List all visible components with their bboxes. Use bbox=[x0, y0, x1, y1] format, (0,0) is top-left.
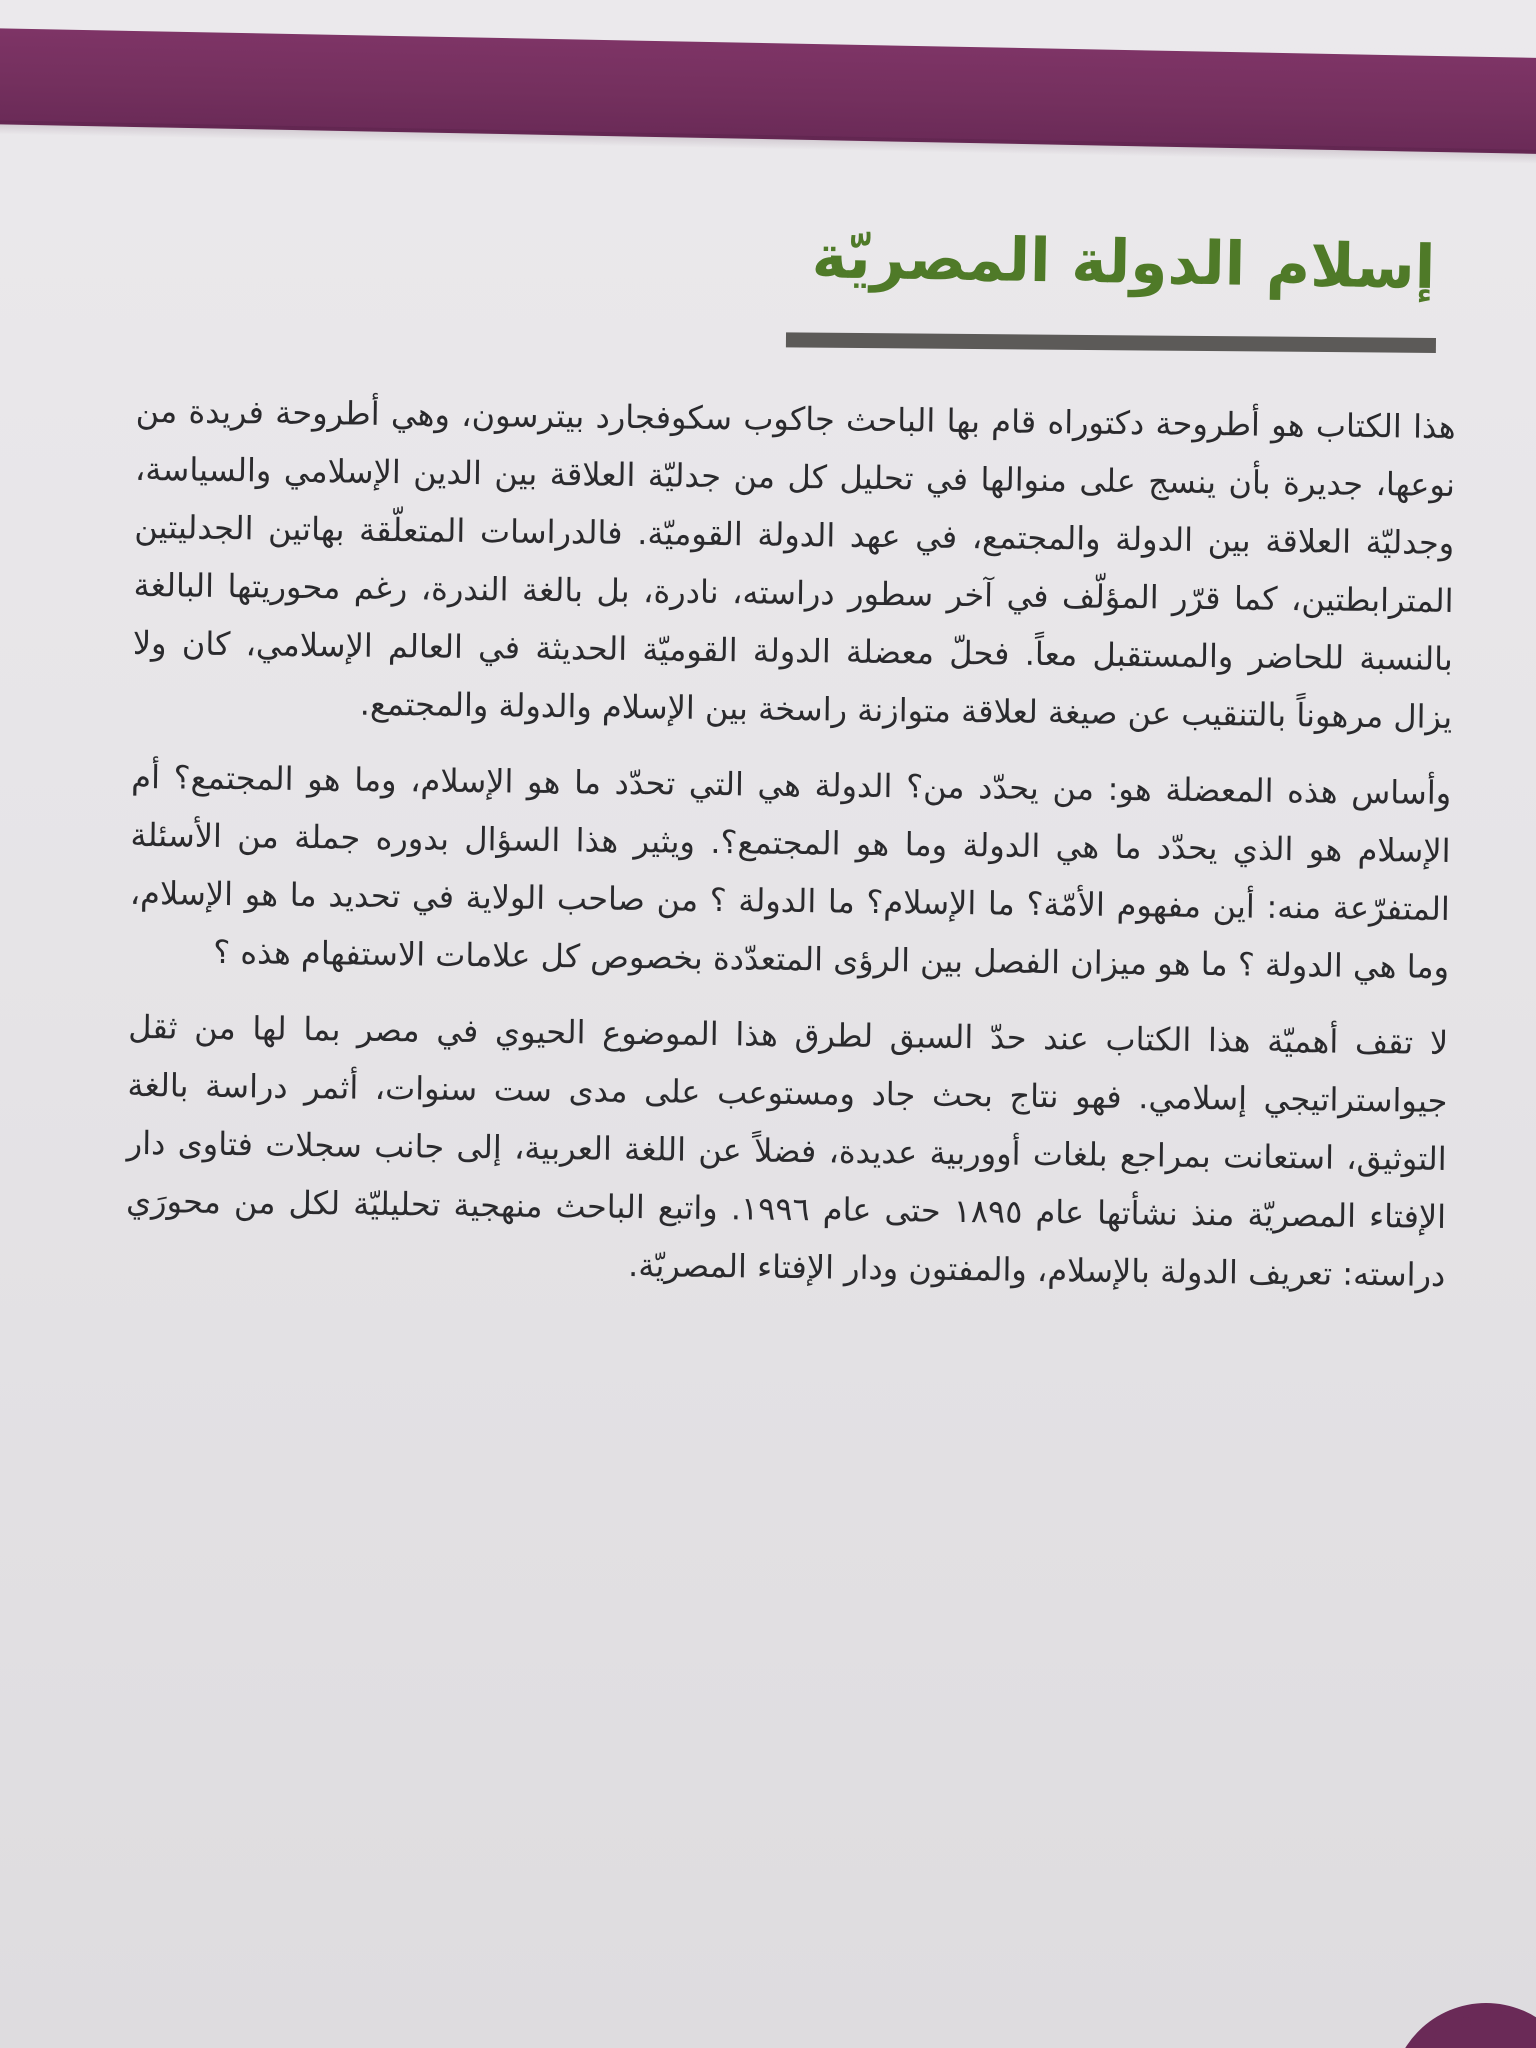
page-title: إسلام الدولة المصريّة bbox=[811, 222, 1436, 303]
paragraph-1: هذا الكتاب هو أطروحة دكتوراه قام بها الباحث جاكوب سكوفجارد بيترسون، وهي أطروحة فريدة من نوعها، جديرة بأن ينسج على منوالها في تحليل كل من جدليّة العلاقة بين الدين الإسلامي والسياسة، وجدليّة العلاقة بين الدولة والمجتمع، في عهد الدولة القوميّة. فالدراسات المتعلّقة بهاتين الجدليتين المترابطتين، كما قرّر المؤلّف في آخر سطور دراسته، نادرة، بل بالغة الندرة، رغم محوريتها البالغة بالنسبة للحاضر والمستقبل معاً. فحلّ معضلة الدولة القوميّة الحديثة في العالم الإسلامي، كان ولا يزال مرهوناً بالتنقيب عن صيغة لعلاقة متوازنة راسخة بين الإسلام والدولة والمجتمع. bbox=[132, 391, 1456, 736]
paragraph-2: وأساس هذه المعضلة هو: من يحدّد من؟ الدولة هي التي تحدّد ما هو الإسلام، وما هو المجتمع؟ أم الإسلام هو الذي يحدّد ما هي الدولة وما هو المجتمع؟. ويثير هذا السؤال بدوره جملة من الأسئلة المتفرّعة منه: أين مفهوم الأمّة؟ ما الإسلام؟ ما الدولة ؟ من صاحب الولاية في تحديد ما هو الإسلام، وما هي الدولة ؟ ما هو ميزان الفصل بين الرؤى المتعدّدة بخصوص كل علامات الاستفهام هذه ؟ bbox=[129, 757, 1452, 986]
corner-decoration-icon bbox=[1346, 1978, 1536, 2048]
paragraph-3: لا تقف أهميّة هذا الكتاب عند حدّ السبق لطرق هذا الموضوع الحيوي في مصر بما لها من ثقل جيواستراتيجي إسلامي. فهو نتاج بحث جاد ومستوعب على مدى ست سنوات، أثمر دراسة بالغة التوثيق، استعانت بمراجع بلغات أووربية عديدة، فضلاً عن اللغة العربية، إلى جانب سجلات فتاوى دار الإفتاء المصريّة منذ نشأتها عام ١٨٩٥ حتى عام ١٩٩٦. واتبع الباحث منهجية تحليليّة لكل من محورَي دراسته: تعريف الدولة بالإسلام، والمفتون ودار الإفتاء المصريّة. bbox=[125, 1007, 1449, 1294]
body-text bbox=[125, 382, 1456, 1322]
title-underline bbox=[786, 332, 1436, 353]
